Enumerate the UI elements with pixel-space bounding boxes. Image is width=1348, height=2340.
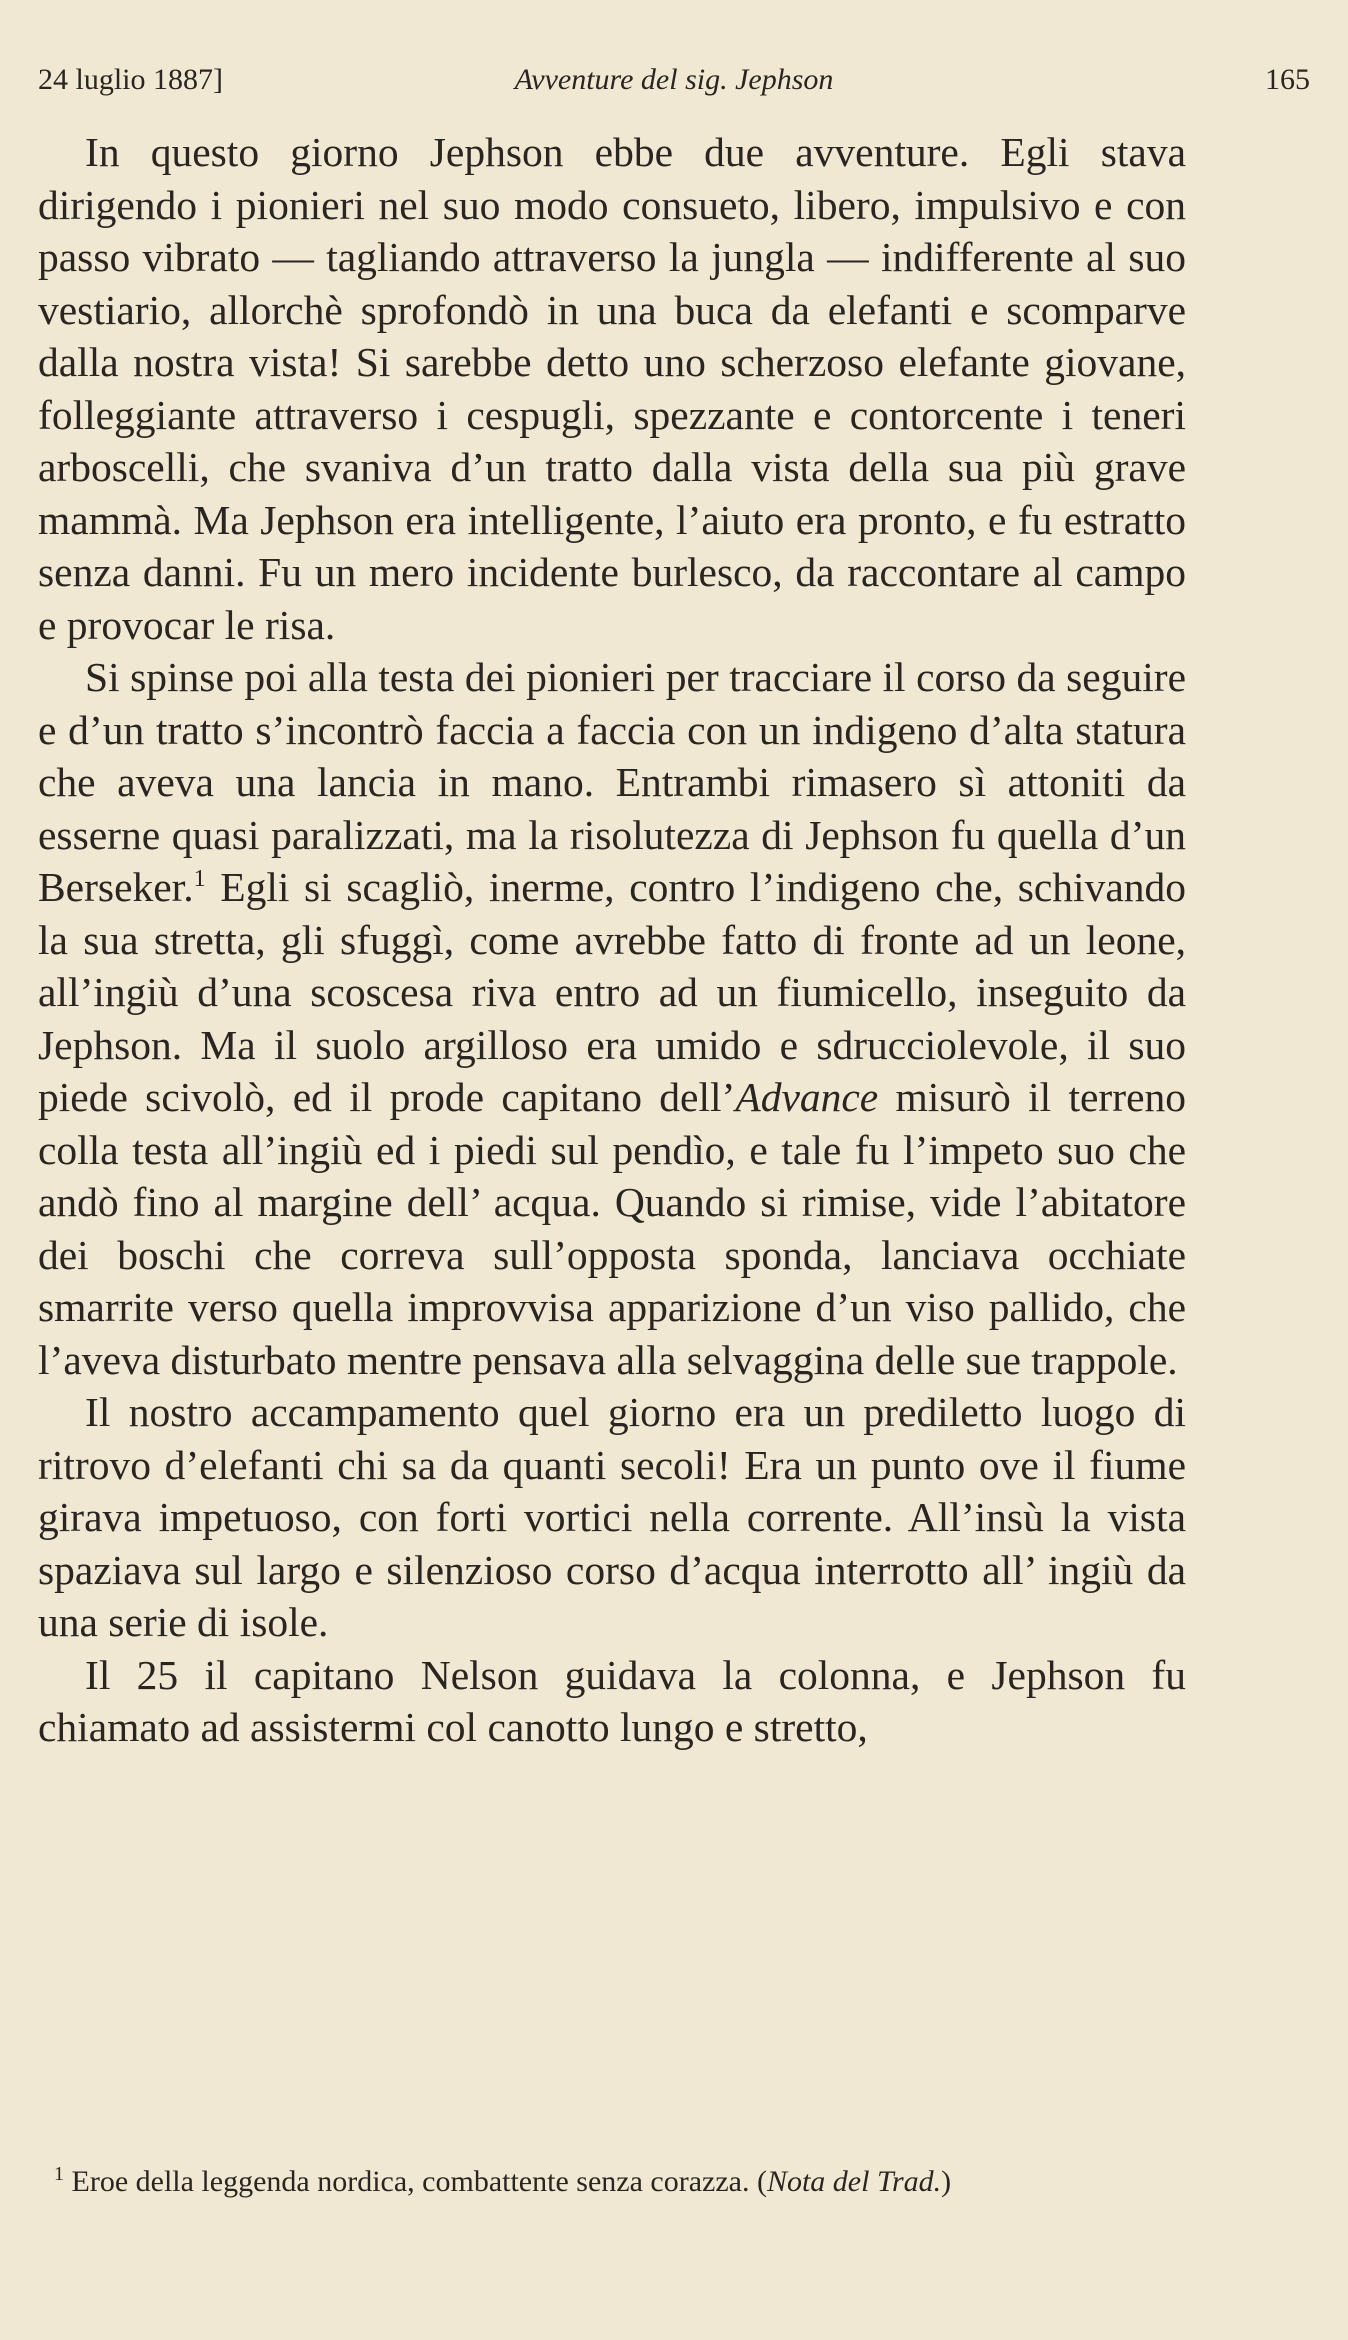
footnote-note: Nota del Trad. — [766, 2165, 942, 2198]
paragraph-1: In questo giorno Jephson ebbe due avventure. Egli stava dirigendo i pionieri nel suo modo consueto, libero, impulsivo e con passo vibrato — tagliando attraverso la jungla — indifferente al suo vestiario, allorchè sprofondò in una buca da elefanti e scomparve dalla nostra vista! Si sarebbe detto uno scherzoso elefante giovane, folleggiante attraverso i cespugli, spezzante e contorcente i teneri arboscelli, che svaniva d’un tratto dalla vista della sua più grave mammà. Ma Jephson era intelligente, l’aiuto era pronto, e fu estratto senza danni. Fu un mero incidente burlesco, da raccontare al campo e provocar le risa. — [38, 129, 1186, 648]
paragraph-2: Si spinse poi alla testa dei pionieri per tracciare il corso da seguire e d’un tratto s’incontrò faccia a faccia con un indigeno d’alta statura che aveva una lancia in mano. Entrambi rimasero sì attoniti da esserne quasi paralizzati, ma la risolutezza di Jephson fu quella d’un Berseker.$^1$ Egli si scagliò, inerme, contro l’indigeno che, schivando la sua stretta, gli sfuggì, come avrebbe fatto di fronte ad un leone, all’ingiù d’una scoscesa riva entro ad un fiumicello, inseguito da Jephson. Ma il suolo argilloso era umido e sdrucciolevole, il suo piede scivolò, ed il prode capitano dell’Advance misurò il terreno colla testa all’ingiù ed i piedi sul pendìo, e tale fu l’impeto suo che andò fino al margine dell’ acqua. Quando si rimise, vide l’abitatore dei boschi che correva sull’opposta sponda, lanciava occhiate smarrite verso quella improvvisa apparizione d’un viso pallido, che l’aveva disturbato mentre pensava alla selvaggina delle sue trappole. — [38, 654, 1186, 1383]
footnote-marker: 1 — [54, 2163, 64, 2185]
header-title: Avventure del sig. Jephson — [514, 63, 834, 96]
page-number: 165 — [1265, 63, 1310, 96]
body-text — [38, 126, 1186, 1754]
footnote-text: Eroe della leggenda nordica, combattente senza corazza. ( — [64, 2165, 767, 2198]
paragraph-4: Il 25 il capitano Nelson guidava la colonna, e Jephson fu chiamato ad assistermi col canotto lungo e stretto, — [38, 1651, 1186, 1750]
paragraph-3: Il nostro accampamento quel giorno era un prediletto luogo di ritrovo d’elefanti chi sa da quanti secoli! Era un punto ove il fiume girava impetuoso, con forti vortici nella corrente. All’insù la vista spaziava sul largo e silenzioso corso d’acqua interrotto all’ ingiù da una serie di isole. — [38, 1389, 1186, 1645]
footnote-reference[interactable]: 1 — [193, 866, 206, 893]
header-date: 24 luglio 1887] — [38, 63, 223, 96]
footnote: $^1$ Eroe della leggenda nordica, combattente senza corazza. (Nota del Trad.) — [54, 2163, 952, 2198]
ship-name: Advance — [735, 1074, 879, 1120]
running-header — [38, 58, 1310, 102]
